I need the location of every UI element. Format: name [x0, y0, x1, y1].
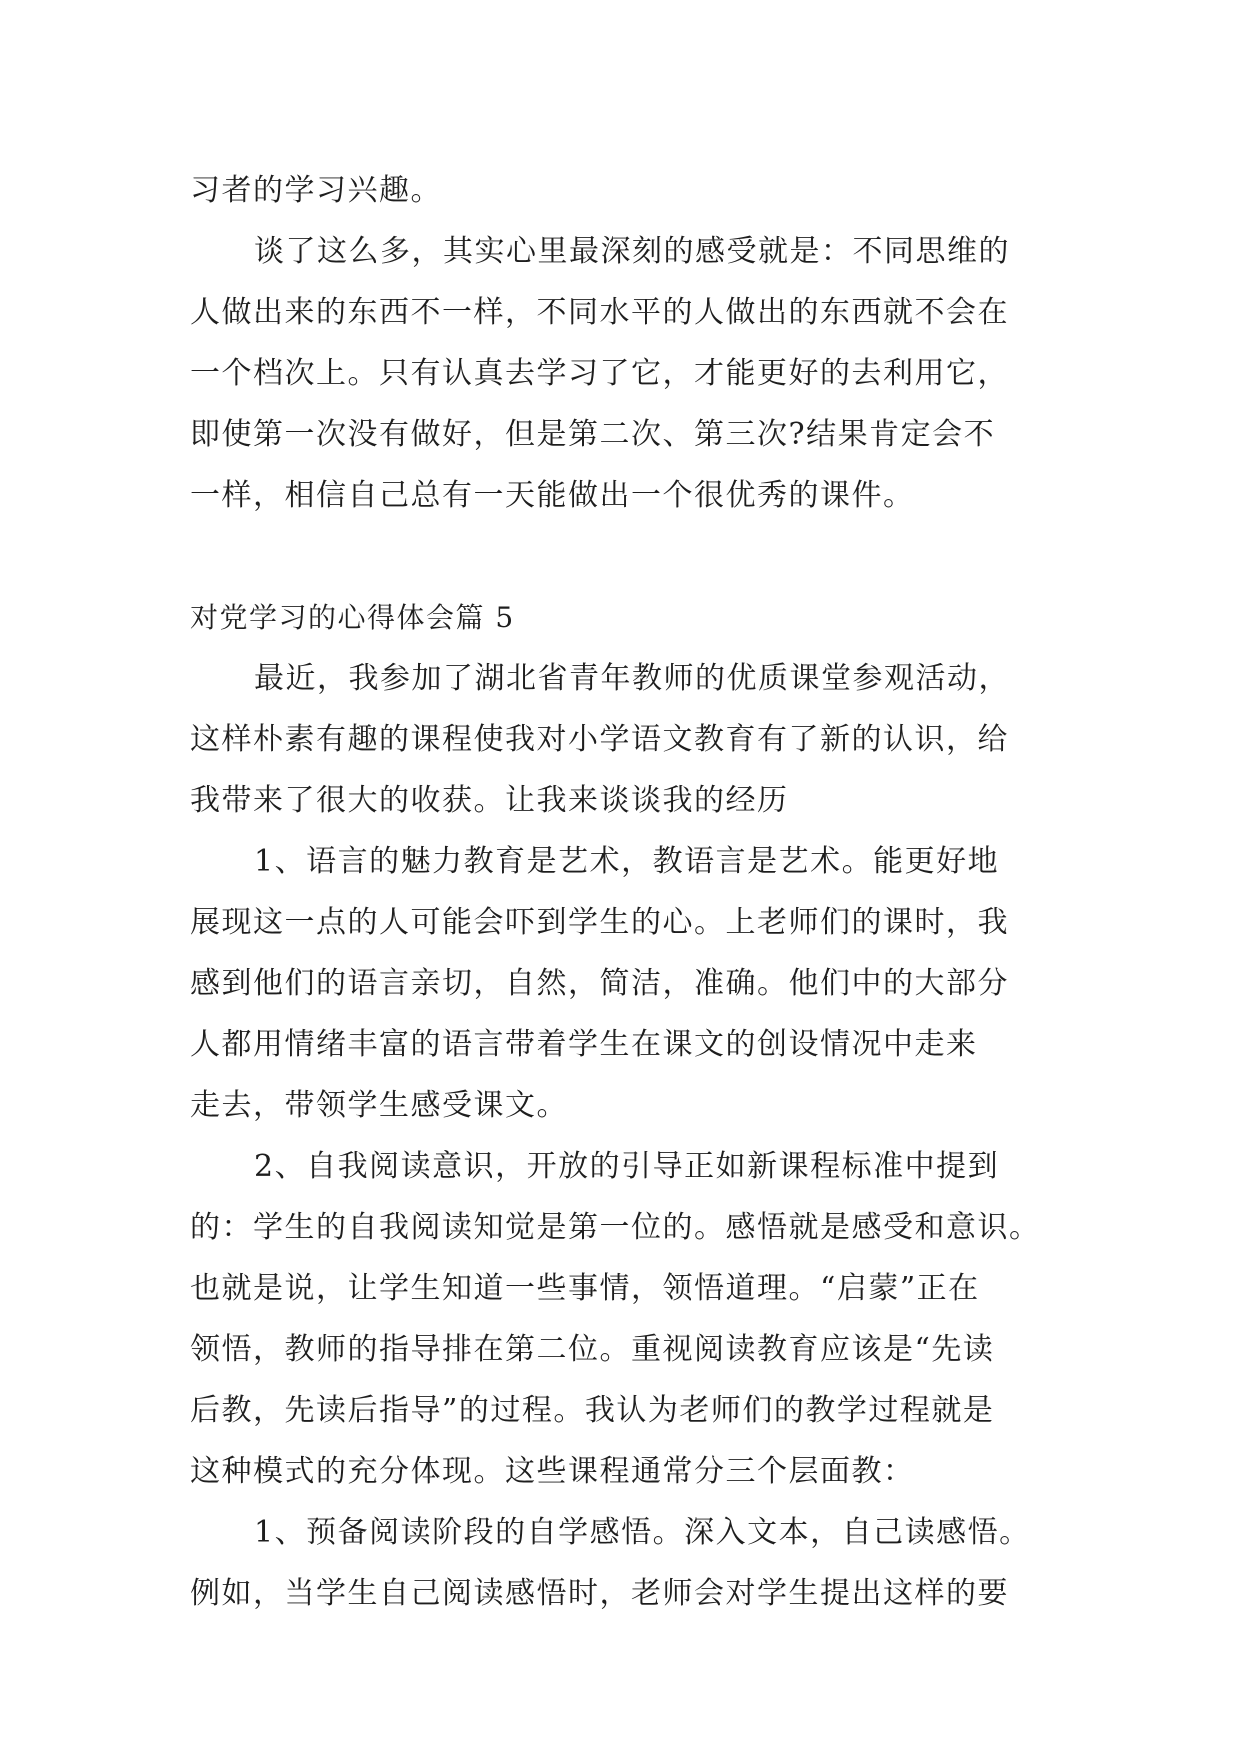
paragraph-stage-1	[190, 1502, 1070, 1624]
text-line: 我带来了很大的收获。让我来谈谈我的经历	[190, 783, 789, 818]
text-line: 一样，相信自己总有一天能做出一个很优秀的课件。	[190, 478, 915, 513]
text-line: 最近，我参加了湖北省青年教师的优质课堂参观活动，	[254, 661, 1010, 696]
text-line: 习者的学习兴趣。	[190, 173, 442, 208]
text-line: 人做出来的东西不一样，不同水平的人做出的东西就不会在	[190, 295, 1009, 330]
paragraph-intro	[190, 648, 1070, 831]
text-line: 也就是说，让学生知道一些事情，领悟道理。“启蒙”正在	[190, 1271, 980, 1306]
text-line: 后教，先读后指导”的过程。我认为老师们的教学过程就是	[190, 1393, 995, 1428]
text-line: 一个档次上。只有认真去学习了它，才能更好的去利用它，	[190, 356, 1009, 391]
text-line: 展现这一点的人可能会吓到学生的心。上老师们的课时，我	[190, 905, 1009, 940]
text-line: 1、预备阅读阶段的自学感悟。深入文本，自己读感悟。	[254, 1515, 1031, 1550]
paragraph-point-2	[190, 1136, 1070, 1502]
text-line: 感到他们的语言亲切，自然，简洁，准确。他们中的大部分	[190, 966, 1009, 1001]
text-line: 走去，带领学生感受课文。	[190, 1088, 568, 1123]
text-line: 这样朴素有趣的课程使我对小学语文教育有了新的认识，给	[190, 722, 1009, 757]
paragraph-point-1	[190, 831, 1070, 1136]
text-line: 领悟，教师的指导排在第二位。重视阅读教育应该是“先读	[190, 1332, 995, 1367]
text-line: 的：学生的自我阅读知觉是第一位的。感悟就是感受和意识。	[190, 1210, 1041, 1245]
text-line: 例如，当学生自己阅读感悟时，老师会对学生提出这样的要	[190, 1576, 1009, 1611]
text-line: 2、自我阅读意识，开放的引导正如新课程标准中提到	[254, 1149, 1000, 1184]
document-body	[190, 160, 1070, 1624]
paragraph-continuation	[190, 160, 1070, 221]
text-line: 谈了这么多，其实心里最深刻的感受就是：不同思维的	[254, 234, 1010, 269]
text-line: 1、语言的魅力教育是艺术，教语言是艺术。能更好地	[254, 844, 1000, 879]
paragraph-reflection	[190, 221, 1070, 526]
section-heading: 对党学习的心得体会篇 5	[190, 601, 515, 634]
text-line: 人都用情绪丰富的语言带着学生在课文的创设情况中走来	[190, 1027, 978, 1062]
text-line: 即使第一次没有做好，但是第二次、第三次?结果肯定会不	[190, 417, 996, 452]
text-line: 这种模式的充分体现。这些课程通常分三个层面教：	[190, 1454, 915, 1489]
